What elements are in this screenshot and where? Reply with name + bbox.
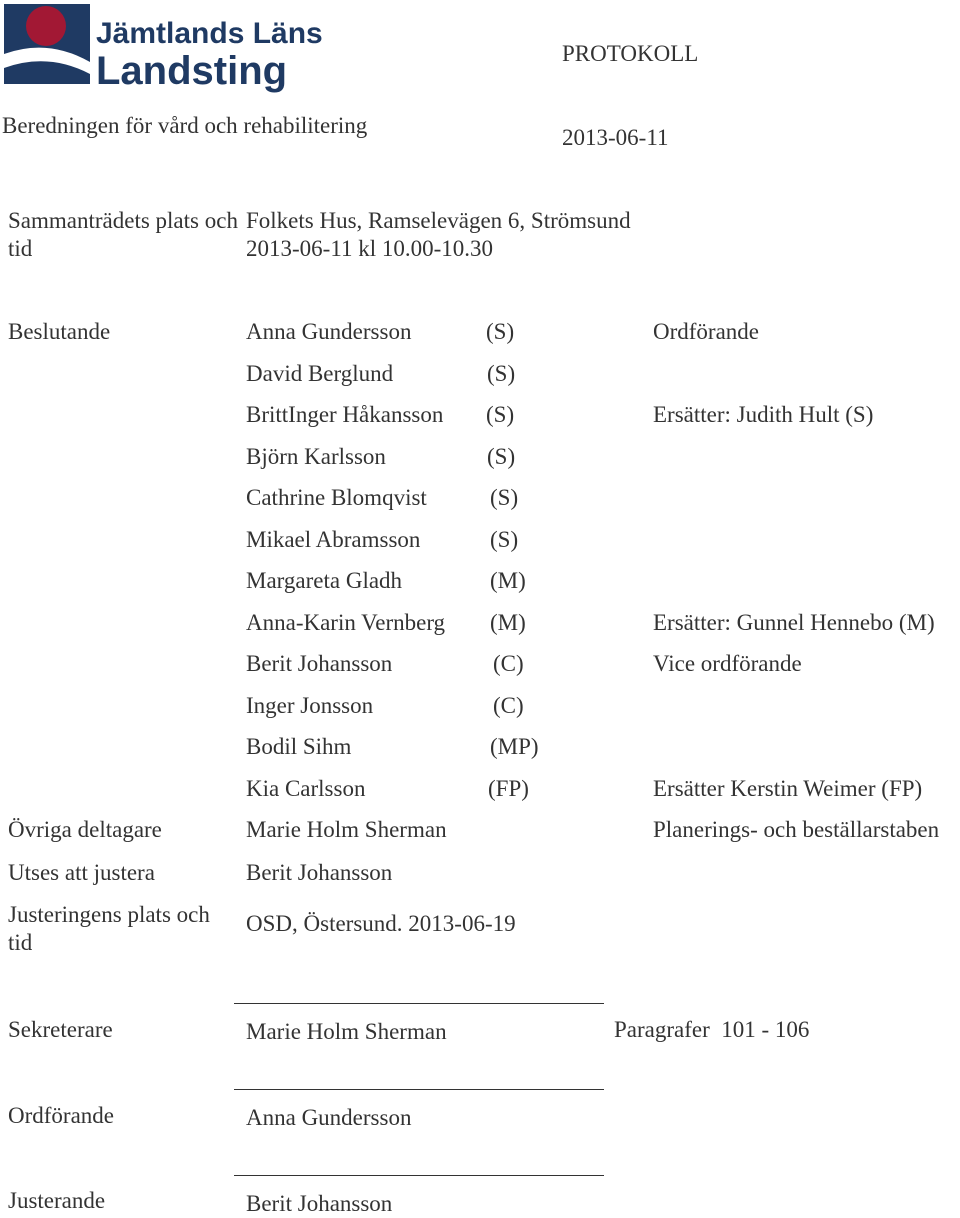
member-party: (MP): [490, 734, 539, 759]
member-name: Bodil Sihm: [246, 734, 352, 759]
to-adjust-name: Berit Johansson: [246, 860, 393, 885]
member-name: Kia Carlsson: [246, 776, 366, 801]
member-note: Ersätter: Judith Hult (S): [653, 402, 874, 427]
signature-line-adjuster: [234, 1175, 604, 1176]
adjuster-name: Berit Johansson: [246, 1191, 393, 1216]
member-party: (S): [487, 361, 516, 386]
meeting-place: Folkets Hus, Ramselevägen 6, Strömsund: [246, 208, 631, 233]
meeting-time: 2013-06-11 kl 10.00-10.30: [246, 236, 494, 261]
adjuster-label: Justerande: [8, 1188, 106, 1213]
decision-makers-label: Beslutande: [8, 319, 111, 344]
member-party: (C): [493, 693, 524, 718]
doc-date: 2013-06-11: [562, 125, 669, 150]
member-name: Inger Jonsson: [246, 693, 374, 718]
to-adjust-label: Utses att justera: [8, 860, 155, 885]
member-name: Mikael Abramsson: [246, 527, 421, 552]
member-note: Ersätter Kerstin Weimer (FP): [653, 776, 923, 801]
other-participants-label: Övriga deltagare: [8, 817, 162, 842]
adjustment-label: Justeringens plats och tid: [8, 902, 210, 955]
member-note: Vice ordförande: [653, 651, 802, 676]
signature-line-secretary: [234, 1003, 604, 1004]
meeting-label: Sammanträdets plats och tid: [8, 208, 238, 261]
chair-name: Anna Gundersson: [246, 1105, 412, 1130]
member-name: Anna-Karin Vernberg: [246, 610, 446, 635]
member-name: Cathrine Blomqvist: [246, 485, 427, 510]
member-party: (FP): [488, 776, 529, 801]
member-name: BrittInger Håkansson: [246, 402, 444, 427]
member-name: Berit Johansson: [246, 651, 393, 676]
member-party: (S): [486, 402, 515, 427]
doc-type: PROTOKOLL: [562, 41, 699, 66]
member-party: (M): [490, 568, 526, 593]
secretary-name: Marie Holm Sherman: [246, 1019, 447, 1044]
logo-line2: Landsting: [96, 49, 288, 93]
member-party: (S): [490, 485, 519, 510]
member-note: Ersätter: Gunnel Hennebo (M): [653, 610, 935, 635]
logo-mark-icon: [2, 2, 94, 94]
logo-line1: Jämtlands Läns: [96, 17, 323, 50]
chair-label: Ordförande: [8, 1103, 115, 1128]
member-name: David Berglund: [246, 361, 394, 386]
member-party: (S): [490, 527, 519, 552]
secretary-label: Sekreterare: [8, 1017, 113, 1042]
adjustment-value: OSD, Östersund. 2013-06-19: [246, 911, 516, 936]
board-name: Beredningen för vård och rehabilitering: [2, 113, 368, 138]
paragraphs: Paragrafer 101 - 106: [614, 1017, 810, 1042]
member-name: Björn Karlsson: [246, 444, 386, 469]
member-name: Margareta Gladh: [246, 568, 403, 593]
member-name: Anna Gundersson: [246, 319, 412, 344]
member-party: (M): [490, 610, 526, 635]
other-participant-name: Marie Holm Sherman: [246, 817, 447, 842]
signature-line-chair: [234, 1089, 604, 1090]
member-note: Ordförande: [653, 319, 760, 344]
logo: [0, 0, 323, 100]
other-participant-note: Planerings- och beställarstaben: [653, 817, 940, 842]
member-party: (S): [487, 444, 516, 469]
member-party: (S): [486, 319, 515, 344]
member-party: (C): [493, 651, 524, 676]
